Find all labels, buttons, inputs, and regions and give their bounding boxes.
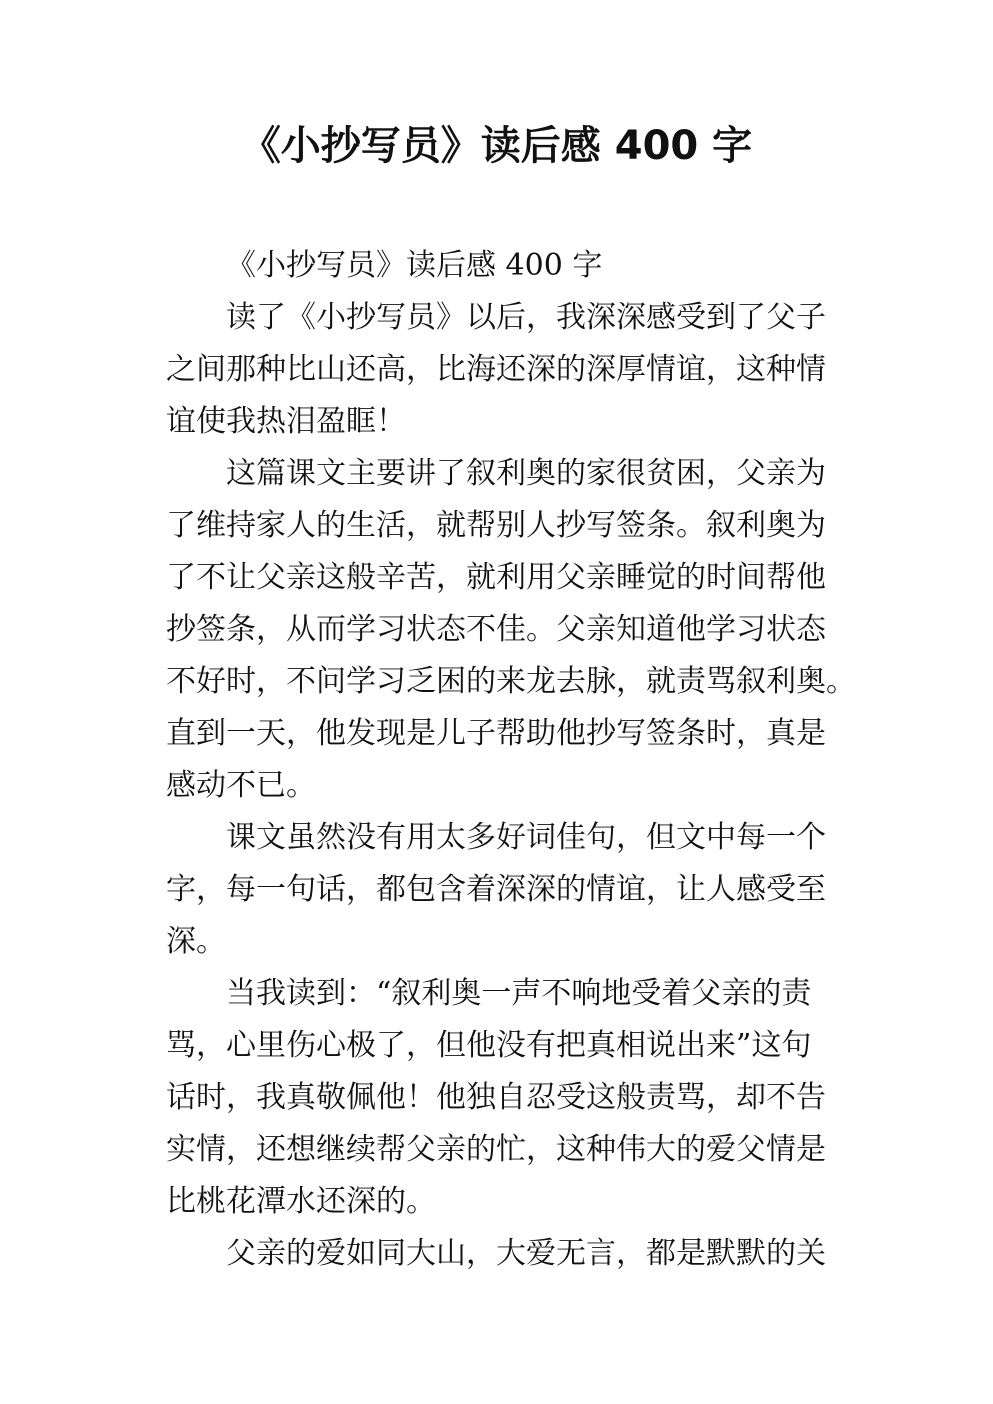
body-line: 话时，我真敬佩他！他独自忍受这般责骂，却不告 (166, 1080, 826, 1115)
document-body (166, 240, 856, 1280)
body-line: 感动不已。 (166, 768, 316, 803)
body-line: 谊使我热泪盈眶！ (166, 404, 406, 439)
document-title: 《小抄写员》读后感 400 字 (240, 123, 753, 169)
body-line: 不好时，不问学习乏困的来龙去脉，就责骂叙利奥。 (166, 664, 856, 699)
body-line: 这篇课文主要讲了叙利奥的家很贫困，父亲为 (226, 456, 826, 491)
body-line: 了维持家人的生活，就帮别人抄写签条。叙利奥为 (166, 508, 826, 543)
body-line: 深。 (166, 924, 226, 959)
body-line: 比桃花潭水还深的。 (166, 1184, 436, 1219)
body-line: 当我读到：“叙利奥一声不响地受着父亲的责 (226, 976, 812, 1011)
body-line: 了不让父亲这般辛苦，就利用父亲睡觉的时间帮他 (166, 560, 826, 595)
body-line: 抄签条，从而学习状态不佳。父亲知道他学习状态 (166, 612, 826, 647)
body-line: 直到一天，他发现是儿子帮助他抄写签条时，真是 (166, 716, 826, 751)
body-line: 实情，还想继续帮父亲的忙，这种伟大的爱父情是 (166, 1132, 826, 1167)
body-line: 之间那种比山还高，比海还深的深厚情谊，这种情 (166, 352, 826, 387)
body-line: 读了《小抄写员》以后，我深深感受到了父子 (226, 300, 826, 335)
body-line: 父亲的爱如同大山，大爱无言，都是默默的关 (226, 1236, 826, 1271)
body-line: 骂，心里伤心极了，但他没有把真相说出来”这句 (166, 1028, 812, 1063)
body-line: 《小抄写员》读后感 400 字 (226, 248, 603, 283)
body-line: 课文虽然没有用太多好词佳句，但文中每一个 (226, 820, 826, 855)
body-line: 字，每一句话，都包含着深深的情谊，让人感受至 (166, 872, 826, 907)
